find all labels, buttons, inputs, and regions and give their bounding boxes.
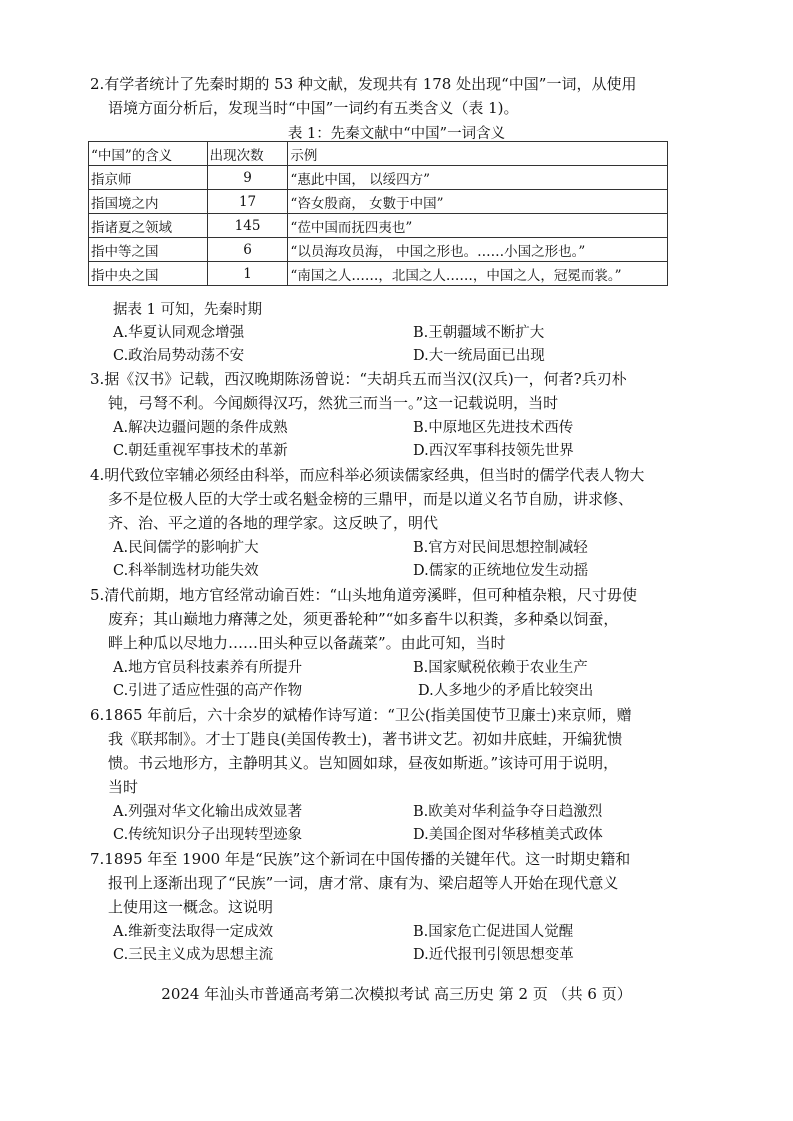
question-3-stem: [90, 367, 700, 415]
table-header-row: [89, 142, 668, 166]
option-a[interactable]: A.维新变法取得一定成效: [113, 924, 274, 940]
option-b[interactable]: B.国家赋税依赖于农业生产: [413, 660, 588, 676]
option-b[interactable]: B.中原地区先进技术西传: [413, 420, 574, 436]
page-footer: 2024 年汕头市普通高考第二次模拟考试 高三历史 第 2 页 （共 6 页）: [161, 985, 632, 1003]
option-c[interactable]: C.科举制选材功能失效: [113, 563, 259, 579]
table-header-cell: “中国”的含义: [89, 142, 208, 166]
question-3-options: [113, 416, 703, 462]
table-cell: 指诸夏之领域: [89, 214, 208, 238]
question-line: 4.明代致位宰辅必须经由科举，而应科举必须读儒家经典，但当时的儒学代表人物大: [90, 466, 645, 484]
question-line: 5.清代前期，地方官经常动谕百姓：“山头地角道旁溪畔，但可种植杂粮，尺寸毋使: [90, 586, 637, 604]
question-5-options: [113, 656, 703, 702]
option-d[interactable]: D.西汉军事科技领先世界: [413, 443, 574, 459]
option-d[interactable]: D.近代报刊引领思想变革: [413, 947, 574, 963]
option-d[interactable]: D.人多地少的矛盾比较突出: [418, 683, 594, 699]
option-d[interactable]: D.儒家的正统地位发生动摇: [413, 563, 589, 579]
table-cell: 6: [207, 238, 288, 262]
table-cell: “惠此中国， 以绥四方”: [288, 166, 668, 190]
question-line: 废弃；其山巅地力瘠薄之处，须更番轮种”“如多畜牛以积粪，多种桑以饲蚕，: [108, 610, 619, 628]
option-b[interactable]: B.王朝疆域不断扩大: [413, 325, 545, 341]
option-c[interactable]: C.传统知识分子出现转型迹象: [113, 827, 303, 843]
question-7-stem: [90, 847, 700, 919]
option-c[interactable]: C.政治局势动荡不安: [113, 348, 245, 364]
question-5-stem: [90, 583, 700, 655]
question-6-options: [113, 800, 703, 846]
table-cell: “莅中国而抚四夷也”: [288, 214, 668, 238]
question-line: 畔上种瓜以尽地力……田头种豆以备蔬菜”。由此可知，当时: [108, 634, 506, 652]
table-cell: “南国之人……，北国之人……，中国之人，冠冕而裳。”: [288, 262, 668, 286]
table-header-cell: 出现次数: [207, 142, 288, 166]
question-line: 3.据《汉书》记载，西汉晚期陈汤曾说：“夫胡兵五而当汉(汉兵)一，何者?兵刃朴: [90, 370, 627, 388]
table-cell: 指京师: [89, 166, 208, 190]
option-c[interactable]: C.朝廷重视军事技术的革新: [113, 443, 288, 459]
option-a[interactable]: A.解决边疆问题的条件成熟: [113, 420, 288, 436]
question-line: 我《联邦制》。才士丁韪良(美国传教士)，著书讲文艺。初如井底蛙，开编犹愦: [108, 730, 623, 748]
table-row: [89, 190, 668, 214]
question-line: 报刊上逐渐出现了“民族”一词，唐才常、康有为、梁启超等人开始在现代意义: [108, 874, 619, 892]
question-line: 愦。书云地形方，主静明其义。岂知圆如球，昼夜如斯逝。”该诗可用于说明，: [108, 754, 619, 772]
question-6-stem: [90, 703, 700, 799]
option-a[interactable]: A.列强对华文化输出成效显著: [113, 804, 303, 820]
table-cell: 9: [207, 166, 288, 190]
option-a[interactable]: A.民间儒学的影响扩大: [113, 540, 259, 556]
table-row: [89, 262, 668, 286]
table-header-cell: 示例: [288, 142, 668, 166]
question-line: 当时: [108, 778, 139, 796]
option-b[interactable]: B.官方对民间思想控制减轻: [413, 540, 588, 556]
table-row: [89, 238, 668, 262]
question-7-options: [113, 920, 703, 966]
option-d[interactable]: D.美国企图对华移植美式政体: [413, 827, 603, 843]
table-cell: 指国境之内: [89, 190, 208, 214]
question-line: 上使用这一概念。这说明: [108, 898, 274, 916]
question-line: 7.1895 年至 1900 年是“民族”这个新词在中国传播的关键年代。这一时期史籍和: [90, 850, 631, 868]
table-cell: 17: [207, 190, 288, 214]
table-cell: “以员海攻员海， 中国之形也。……小国之形也。”: [288, 238, 668, 262]
table-row: [89, 166, 668, 190]
question-2-prompt: 据表 1 可知，先秦时期: [113, 302, 262, 318]
question-line: 齐、治、平之道的各地的理学家。这反映了，明代: [108, 514, 439, 532]
option-a[interactable]: A.地方官员科技素养有所提升: [113, 660, 303, 676]
option-b[interactable]: B.国家危亡促进国人觉醒: [413, 924, 574, 940]
option-d[interactable]: D.大一统局面已出现: [413, 348, 545, 364]
option-c[interactable]: C.三民主义成为思想主流: [113, 947, 274, 963]
table-cell: 指中等之国: [89, 238, 208, 262]
question-2-options: [113, 321, 703, 367]
question-4-stem: [90, 463, 700, 535]
table-cell: “咨女殷商， 女數于中国”: [288, 190, 668, 214]
question-line: 多不是位极人臣的大学士或名魁金榜的三鼎甲，而是以道义名节自励，讲求修、: [108, 490, 634, 508]
table-cell: 指中央之国: [89, 262, 208, 286]
question-line: 6.1865 年前后，六十余岁的斌椿作诗写道：“卫公(指美国使节卫廉士)来京师，赠: [90, 706, 632, 724]
question-line: 钝，弓弩不利。今闻颇得汉巧，然犹三而当一。”这一记载说明，当时: [108, 394, 559, 412]
option-b[interactable]: B.欧美对华利益争夺日趋激烈: [413, 804, 603, 820]
table-cell: 1: [207, 262, 288, 286]
question-2-stem: [90, 72, 700, 120]
table-row: [89, 214, 668, 238]
meaning-table: [88, 141, 668, 286]
question-line: 2.有学者统计了先秦时期的 53 种文献，发现共有 178 处出现“中国”一词，从使用: [90, 75, 637, 93]
option-a[interactable]: A.华夏认同观念增强: [113, 325, 245, 341]
question-line: 语境方面分析后，发现当时“中国”一词约有五类含义（表 1)。: [108, 99, 519, 117]
question-4-options: [113, 536, 703, 582]
table-caption: 表 1：先秦文献中“中国”一词含义: [287, 126, 506, 142]
option-c[interactable]: C.引进了适应性强的高产作物: [113, 683, 303, 699]
table-cell: 145: [207, 214, 288, 238]
